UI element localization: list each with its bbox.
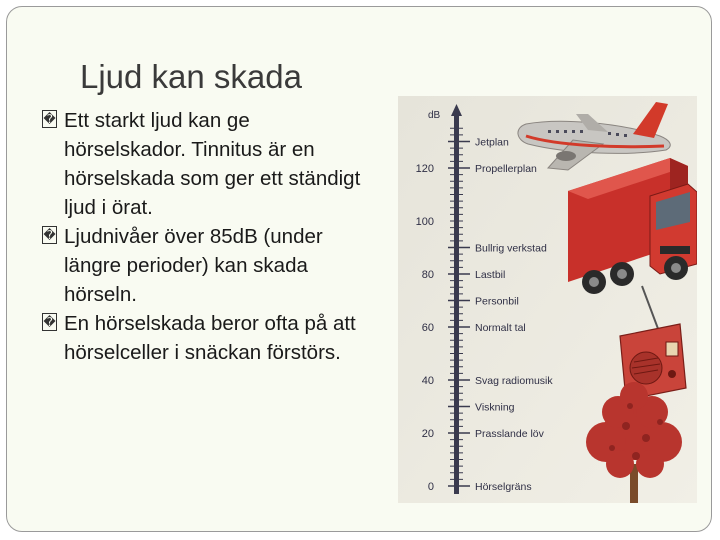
bullet-list [42, 106, 377, 367]
sound-level-label: Svag radiomusik [475, 375, 553, 387]
scale-tick-label: 60 [421, 322, 434, 334]
sound-level-label: Bullrig verkstad [475, 242, 547, 255]
sound-level-label: Prasslande löv [475, 428, 544, 440]
scale-tick-label: 80 [421, 269, 434, 281]
sound-level-label: Propellerplan [475, 163, 537, 175]
sound-level-label: Viskning [475, 401, 515, 414]
bullet-text: En hörselskada beror ofta på att hörselceller i snäckan förstörs. [64, 312, 356, 364]
sound-level-label: Hörselgräns [475, 481, 532, 493]
bullet-marker: � [43, 315, 56, 329]
bullet-marker: � [43, 112, 56, 126]
sound-level-label: Normalt tal [475, 322, 526, 334]
bullet-item [42, 106, 377, 222]
scale-tick-label: 40 [421, 375, 434, 387]
bullet-text: Ljudnivåer över 85dB (under längre perioder) kan skada hörseln. [64, 225, 323, 306]
scale-tick-label: 20 [421, 428, 434, 440]
scale-tick-label: 0 [427, 481, 434, 493]
bullet-item [42, 309, 377, 367]
bullet-item [42, 222, 377, 309]
scale-tick-label: 100 [415, 216, 434, 228]
scale-tick-label: 120 [415, 163, 434, 175]
sound-level-label: Lastbil [475, 269, 506, 281]
sound-level-label: Personbil [475, 295, 519, 308]
scale-bar [454, 112, 459, 494]
decibel-scale-photo [398, 96, 697, 503]
decibel-scale-diagram [398, 96, 697, 503]
scale-unit-label: dB [428, 110, 441, 121]
bullet-text: Ett starkt ljud kan ge hörselskador. Tinnitus är en hörselskada som ger ett ständigt ljud i örat. [64, 109, 361, 219]
sound-level-label: Jetplan [475, 136, 509, 149]
slide-title: Ljud kan skada [80, 58, 302, 95]
bullet-marker: � [43, 228, 56, 242]
